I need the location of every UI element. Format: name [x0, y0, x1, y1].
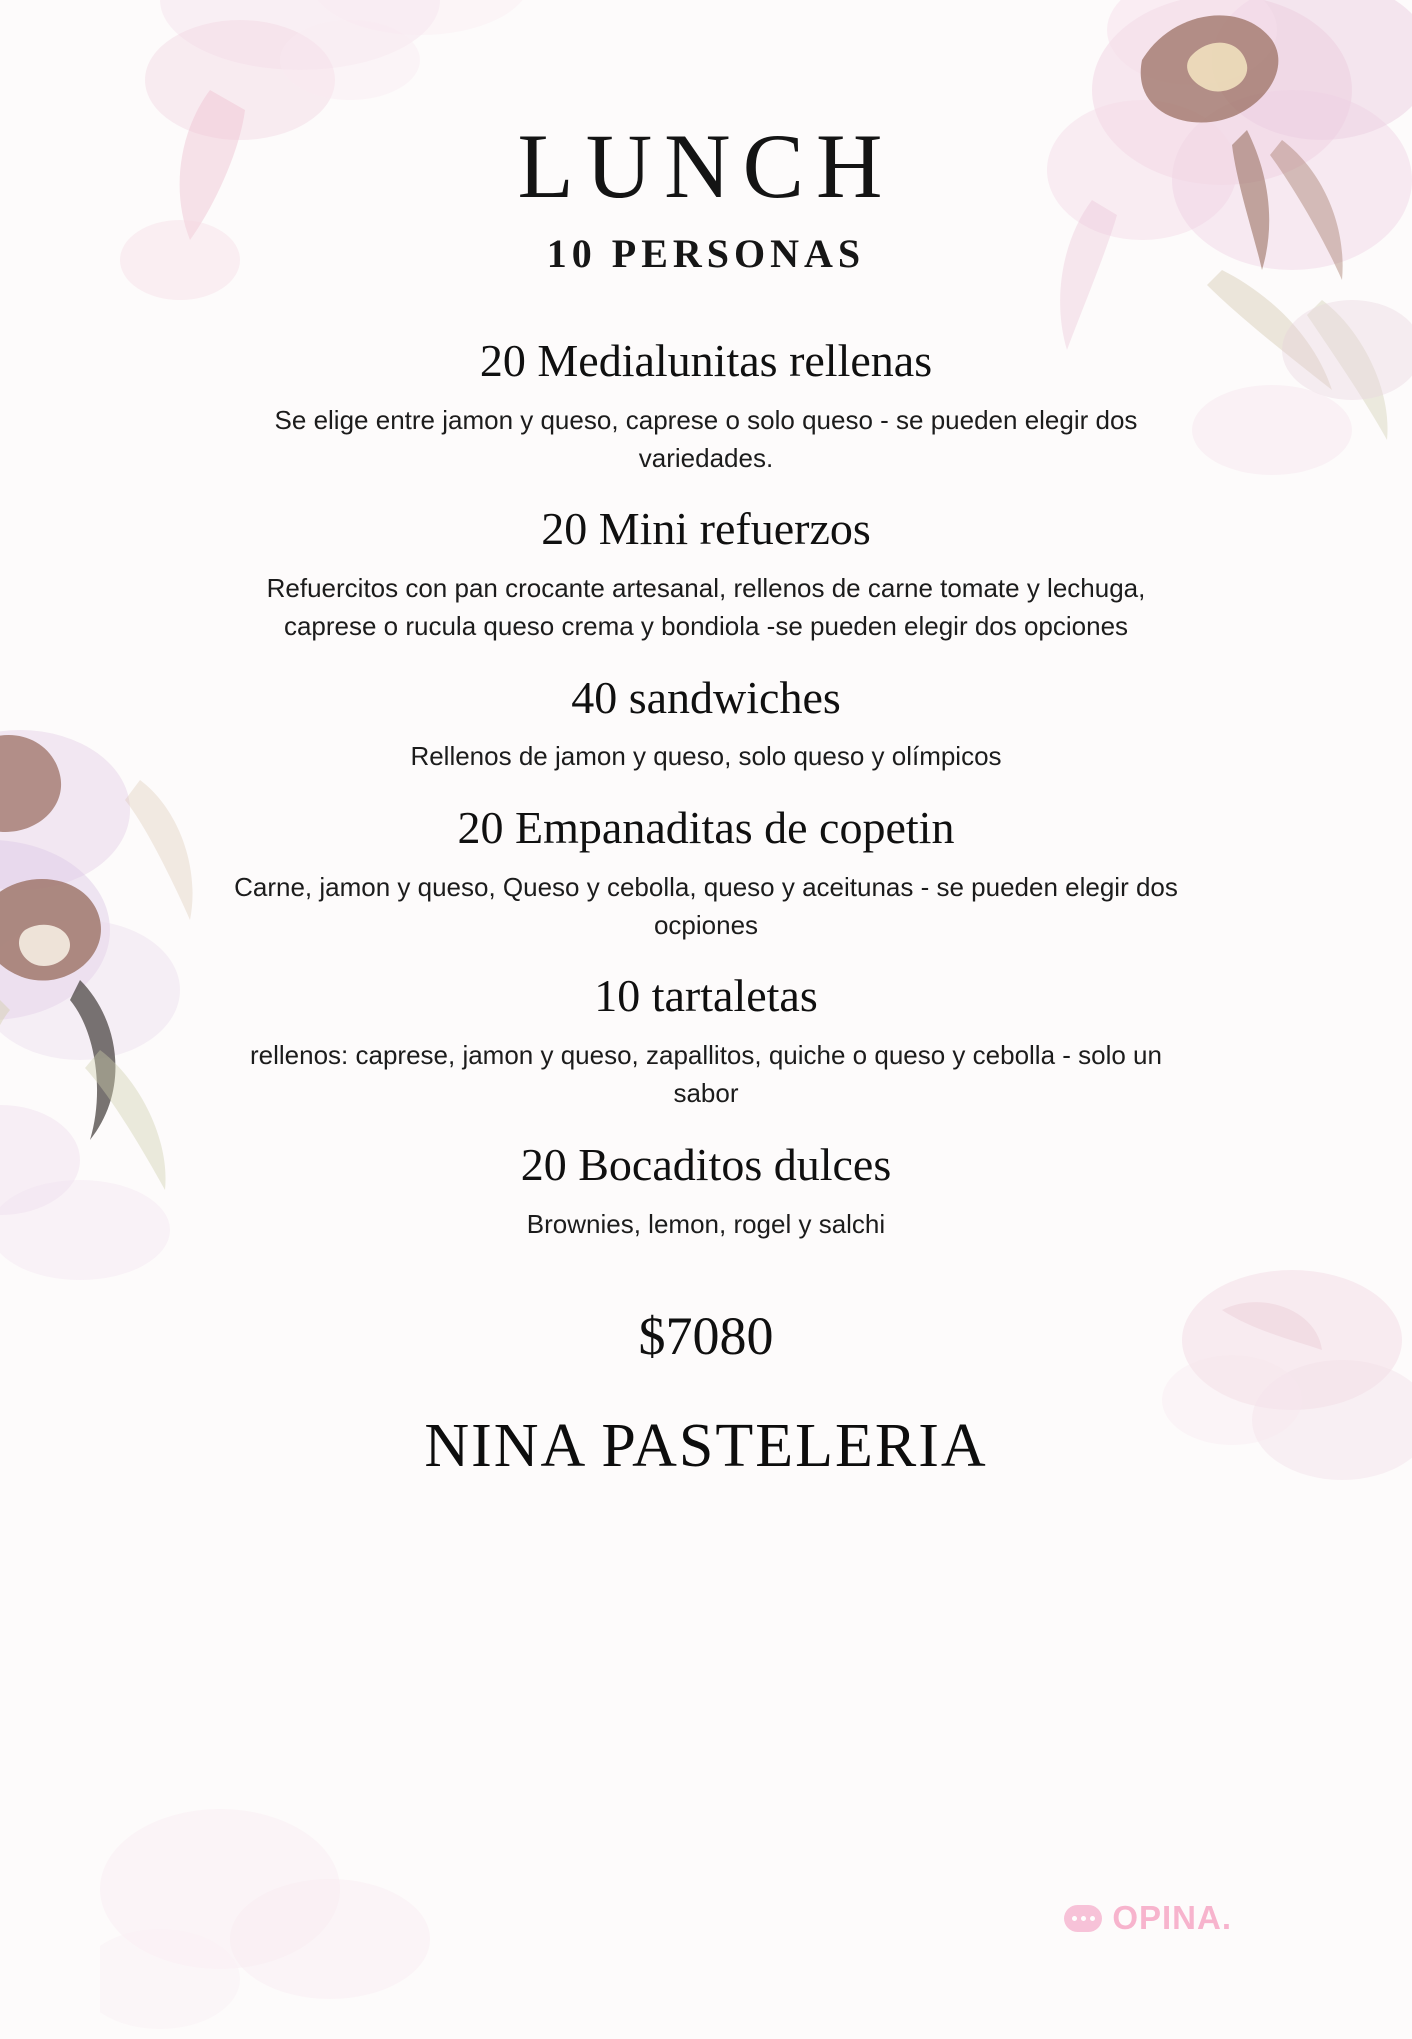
menu-item: [150, 335, 1262, 477]
menu-item: [150, 672, 1262, 777]
chat-bubble-icon: [1064, 1905, 1102, 1932]
menu-item-description: Refuercitos con pan crocante artesanal, rellenos de carne tomate y lechuga, caprese o rucula queso crema y bondiola -se pueden elegir dos opciones: [266, 573, 1146, 641]
menu-item-description: Brownies, lemon, rogel y salchi: [526, 1208, 886, 1239]
menu-item-title: 20 Mini refuerzos: [541, 503, 871, 555]
menu-item-title: 20 Bocaditos dulces: [520, 1138, 892, 1190]
menu-item: [150, 970, 1262, 1112]
watermark: [1064, 1899, 1232, 1937]
price: $7080: [638, 1306, 774, 1367]
menu-item-title: 20 Medialunitas rellenas: [479, 335, 933, 386]
page-subtitle: 10 PERSONAS: [546, 231, 866, 276]
menu-item-description: Carne, jamon y queso, Queso y cebolla, queso y aceitunas - se pueden elegir dos ocpiones: [234, 872, 1178, 940]
menu-item-title: 10 tartaletas: [594, 970, 818, 1022]
menu-item: [150, 1139, 1262, 1244]
menu-item-description: Rellenos de jamon y queso, solo queso y olímpicos: [410, 741, 1002, 772]
menu-item-title: 40 sandwiches: [571, 671, 841, 723]
menu-item-description: rellenos: caprese, jamon y queso, zapallitos, quiche o queso y cebolla - solo un sabor: [250, 1040, 1162, 1108]
brand-name: NINA PASTELERIA: [424, 1412, 988, 1481]
menu-item-description: Se elige entre jamon y queso, caprese o solo queso - se pueden elegir dos variedades.: [274, 404, 1138, 473]
menu-item: [150, 802, 1262, 944]
menu-item-title: 20 Empanaditas de copetin: [457, 802, 955, 854]
menu-item: [150, 503, 1262, 645]
page-title: LUNCH: [517, 115, 895, 217]
watermark-label: OPINA.: [1112, 1899, 1232, 1936]
